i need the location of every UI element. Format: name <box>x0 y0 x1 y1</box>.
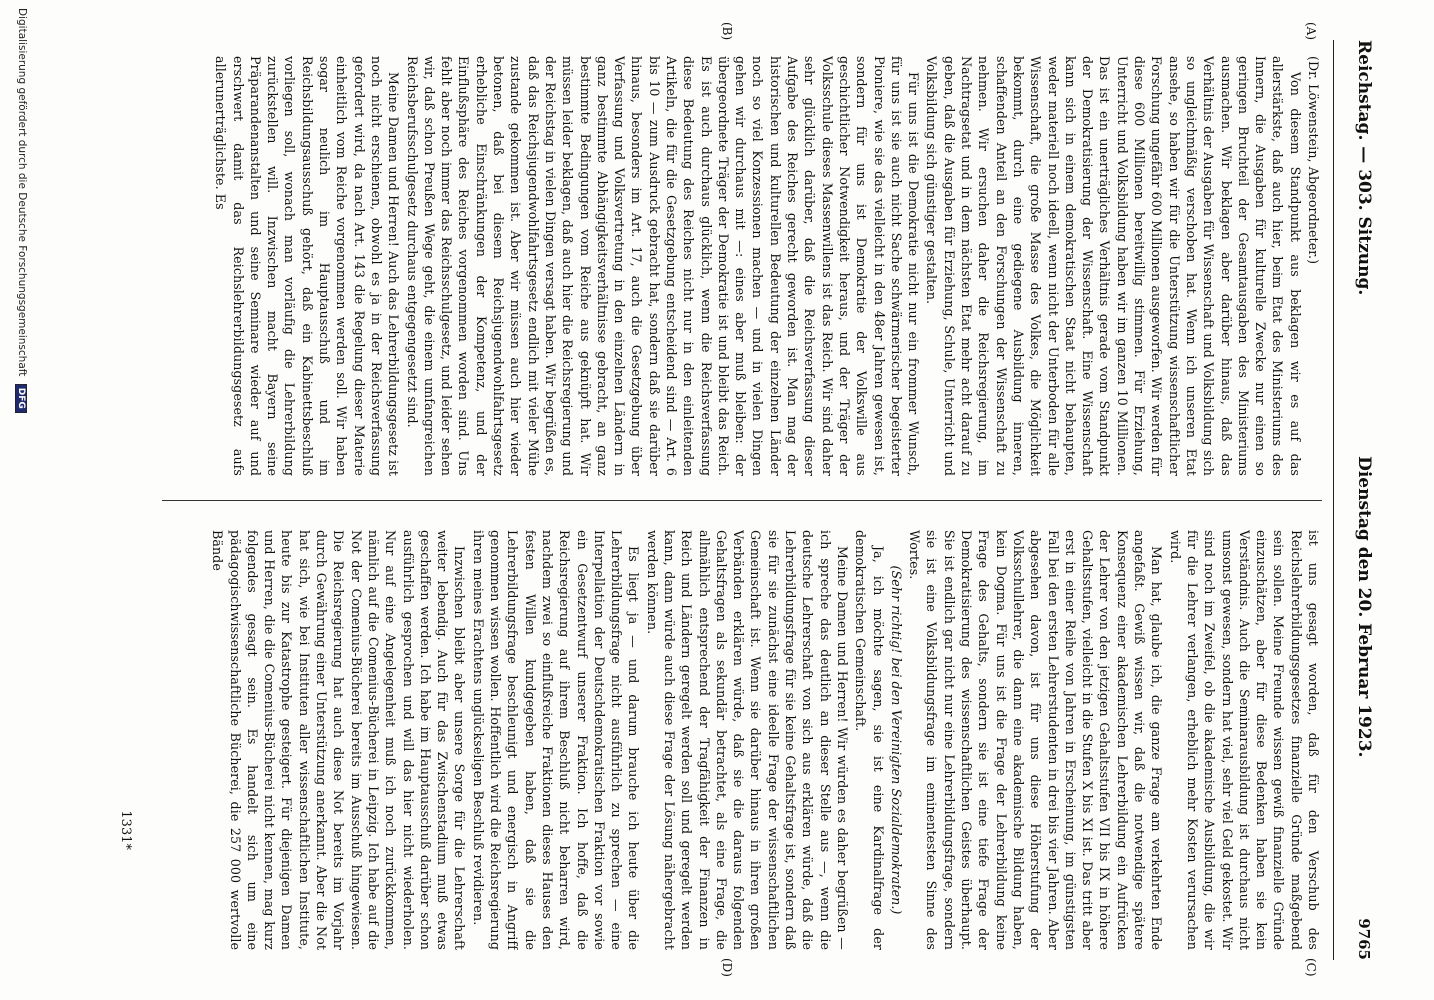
dfg-logo: DFG <box>15 384 27 413</box>
right-paragraph-4: Meine Damen und Herren! Wir würden es daher begrüßen — ich spreche das deutlich an dieser Stelle aus —, wenn die deutsche Lehrerschaft von sich aus erklären würde, daß die Lehrerbildungsfrage für sie keine Gehaltsfrage ist, sondern daß sie für sie zunächst eine ideelle Frage der wissenschaftlichen Gemeinschaft ist. Wenn sie darüber hinaus in ihren großen Verbänden erklären würde, daß sie die daraus folgenden Gehaltsfragen als sekundär betrachtet, als eine Frage, die allmählich entsprechend der Tragfähigkeit der Finanzen in Reich und Ländern geregelt werden soll und geregelt werden kann, dann würde auch diese Frage der Lösung nähergebracht werden können. <box>644 530 850 950</box>
left-paragraph-2: Für uns ist die Demokratie nicht nur ein frommer Wunsch, für uns ist sie auch nicht Sache schwärmerischer begeisterter Pioniere, wie sie das vielleicht in den 48er Jahren gewesen ist, sondern für uns ist Demokratie der Volkswille aus geschichtlicher Notwendigkeit heraus, und der Träger der Volksschule dieses Massenwillens ist das Reich. Wir sind daher sehr glücklich darüber, daß die Reichsverfassung dieser Aufgabe des Reiches gerecht geworden ist. Man mag der historischen und kulturellen Bedeutung der einzelnen Länder noch so viel Konzessionen machen — und in vielen Dingen gehen wir durchaus mit —: eines aber muß bleiben: der übergeordnete Träger der Demokratie ist und bleibt das Reich. Es ist auch durchaus glücklich, wenn die Reichsverfassung diese Bedeutung des Reiches nicht nur in den einleitenden Artikeln, die für die Gesetzgebung entscheidend sind — Art. 6 bis 10 — zum Ausdruck gebracht hat, sondern daß sie darüber hinaus, besonders im Art. 17, auch die Gesetzgebung über Verfassung und Volksvertretung in den einzelnen Ländern in ganz bestimmte Abhängigkeitsverhältnisse gebracht, an ganz bestimmte Bedingungen vom Reiche aus geknüpft hat. Wir müssen leider beklagen, daß auch hier die Reichsregierung und der Reichstag in vielen Dingen versagt haben. Wir begrüßen es, daß das Reichsjugendwohlfahrtsgesetz endlich mit vieler Mühe zustande gekommen ist. Aber wir müssen auch hier wieder betonen, daß bei diesem Reichsjugendwohlfahrtsgesetz erhebliche Einschränkungen der Kompetenz, und der Einflußsphäre des Reiches vorgenommen worden sind. Uns fehlt aber noch immer das Reichsschulgesetz, und leider sehen wir, daß schon Preußen Wege geht, die einem umfangreichen Reichsberufsschulgesetz durchaus entgegengesetzt sind. <box>404 56 922 476</box>
margin-marker-a: (A) <box>1304 22 1318 41</box>
margin-marker-d: (D) <box>720 958 734 977</box>
right-column <box>162 530 1322 950</box>
right-paragraph-6: Inzwischen bleibt aber unsere Sorge für die Lehrerschaft weiter lebendig. Auch für das Zwischenstadium muß etwas geschaffen werden. Ich habe im Hauptausschuß darüber schon ausführlich gesprochen und will das hier nicht wiederholen. Nur auf eine Angelegenheit muß ich noch zurückkommen, nämlich auf die Comenius-Bücherei in Leipzig. Ich habe auf die Not der Comenius-Bücherei bereits im Ausschuß hingewiesen. Die Reichsregierung hat auch diese Not bereits im Vorjahr durch Gewährung einer Unterstützung anerkannt. Aber die Not hat sich, wie bei Instituten aller wissenschaftlichen Institute, heute bis zur Katastrophe gesteigert. Für diejenigen Damen und Herren, die die Comenius-Bücherei nicht kennen, mag kurz folgendes gesagt sein. Es handelt sich um eine pädagogischwissenschaftliche Bücherei, die 257 000 wertvolle Bände <box>210 530 468 950</box>
page-number: 9765 <box>1355 918 1373 960</box>
left-paragraph-3: Meine Damen und Herren! Auch das Lehrerbildungsgesetz ist noch nicht erschienen, obwohl es ja in der Reichsverfassung gefordert wird, da nach Art. 143 die Regelung dieser Materie einheitlich vom Reiche vorgenommen werden soll. Wir haben sogar neulich im Hauptausschuß und im Reichsbildungsausschuß gehört, daß ein Kabinettsbeschluß vorliegen soll, wonach man vorläufig die Lehrerbildung zurückstellen will. Inzwischen macht Bayern seine Präparandenanstalten und seine Seminare wieder auf und erschwert damit das Reichslehrerbildungsgesetz aufs allerunerträglichste. Es <box>213 56 402 476</box>
right-paragraph-1: ist uns gesagt worden, daß für den Verschub des Reichslehrerbildungsgesetzes finanzielle Gründe maßgebend sein sollen. Meine Freunde wissen gewiß finanzielle Gründe einzuschätzen, aber für diese Bedenken haben sie kein Verständnis. Auch die Seminarausbildung ist durchaus nicht umsonst gewesen, sondern hat viel, sehr viel Geld gekostet. Wir sind noch im Zweifel, ob die akademische Ausbildung, die wir für die Lehrer verlangen, erheblich mehr Kosten verursachen wird. <box>1167 530 1321 950</box>
speaker-line: (Dr. Löwenstein, Abgeordneter.) <box>1306 56 1321 265</box>
funding-note: Digitalisierung gefördert durch die Deutsche Forschungsgemeinschaft <box>16 8 28 377</box>
funding-footer <box>15 8 28 413</box>
right-paragraph-2: Man hat, glaube ich, die ganze Frage am verkehrten Ende angefaßt. Gewiß wissen wir, daß die notwendige spätere Konsequenz einer akademischen Lehrerbildung ein Aufrücken der Lehrer von den jetzigen Gehaltsstufen VII bis IX in höhere Gehaltsstufen, vielleicht in die Stufen X bis XI ist. Das tritt aber erst in einer Reihe von Jahren in Erscheinung, im günstigsten Fall bei den ersten Lehrerstudenten in drei bis vier Jahren. Aber abgesehen davon, ist für uns diese Höherstufung der Volksschullehrer, die dann eine akademische Bildung haben, kein Dogma. Für uns ist die Frage der Lehrerbildung keine Frage des Gehalts, sondern sie ist eine tiefe Frage der Demokratisierung des wissenschaftlichen Geistes überhaupt. Sie ist endlich gar nicht nur eine Lehrerbildungsfrage, sondern sie ist eine Volksbildungsfrage im eminentesten Sinne des Wortes. <box>907 530 1165 950</box>
right-paragraph-3: Ja, ich möchte sagen, sie ist eine Kardinalfrage der demokratischen Gemeinschaft. <box>853 530 886 950</box>
left-column <box>162 56 1322 476</box>
column-divider <box>162 500 1322 501</box>
interjection: (Sehr richtig! bei den Vereinigten Sozialdemokraten.) <box>888 565 904 915</box>
right-paragraph-5: Es liegt ja — und darum brauche ich heute über die Lehrerbildungsfrage nicht ausführlich zu sprechen — eine Interpellation der Deutschdemokratischen Fraktion vor sowie ein Gesetzentwurf unserer Fraktion. Ich hoffe, daß die Reichsregierung auf ihrem Beschluß nicht beharren wird, nachdem zwei so einflußreiche Fraktionen dieses Hauses den festen Willen kundgegeben haben, daß sie die Lehrerbildungsfrage beschleunigt und energisch in Angriff genommen wissen wollen. Hoffentlich wird die Reichsregierung ihren meines Erachtens unglückseligen Beschluß revidieren. <box>470 530 642 950</box>
left-paragraph-1: Von diesem Standpunkt aus beklagen wir es auf das allerstärkste, daß auch hier, beim Etat des Ministeriums des Innern, die Ausgaben für kulturelle Zwecke nur einen so geringen Bruchteil der Gesamtausgaben des Ministeriums ausmachen. Wir beklagen aber darüber hinaus, daß das Verhältnis der Ausgaben für Wissenschaft und Volksbildung sich so ungleichmäßig verschoben hat. Wenn ich unseren Etat ansehe, so haben wir für die Unterstützung wissenschaftlicher Forschung ungefähr 600 Millionen ausgeworfen. Wir werden für diese 600 Millionen bereitwillig stimmen. Für Erziehung, Unterricht und Volksbildung haben wir im ganzen 10 Millionen. Das ist ein unerträgliches Verhältnis gerade vom Standpunkt der Demokratisierung der Wissenschaft. Eine Wissenschaft kann sich in einem demokratischen Staat nicht behaupten, weder materiell noch ideell, wenn nicht der Unterboden für alle Wissenschaft, die große Masse des Volkes, die Möglichkeit bekommt, durch eine gediegene Ausbildung inneren, schaffenden Anteil an den Forschungen der Wissenschaft zu nehmen. Wir ersuchen daher die Reichsregierung, im Nachtragsetat und in dem nächsten Etat mehr acht darauf zu geben, daß die Ausgaben für Erziehung, Schule, Unterricht und Volksbildung sich günstiger gestalten. <box>924 56 1303 476</box>
header-rule <box>1333 40 1334 960</box>
header-session: Reichstag. — 303. Sitzung. <box>1354 40 1374 296</box>
margin-marker-b: (B) <box>720 22 734 41</box>
header-date: Dienstag den 20. Februar 1923. <box>1354 456 1374 758</box>
page-header <box>1334 40 1374 960</box>
signature-mark: 1331* <box>118 810 133 850</box>
margin-marker-c: (C) <box>1304 958 1318 977</box>
